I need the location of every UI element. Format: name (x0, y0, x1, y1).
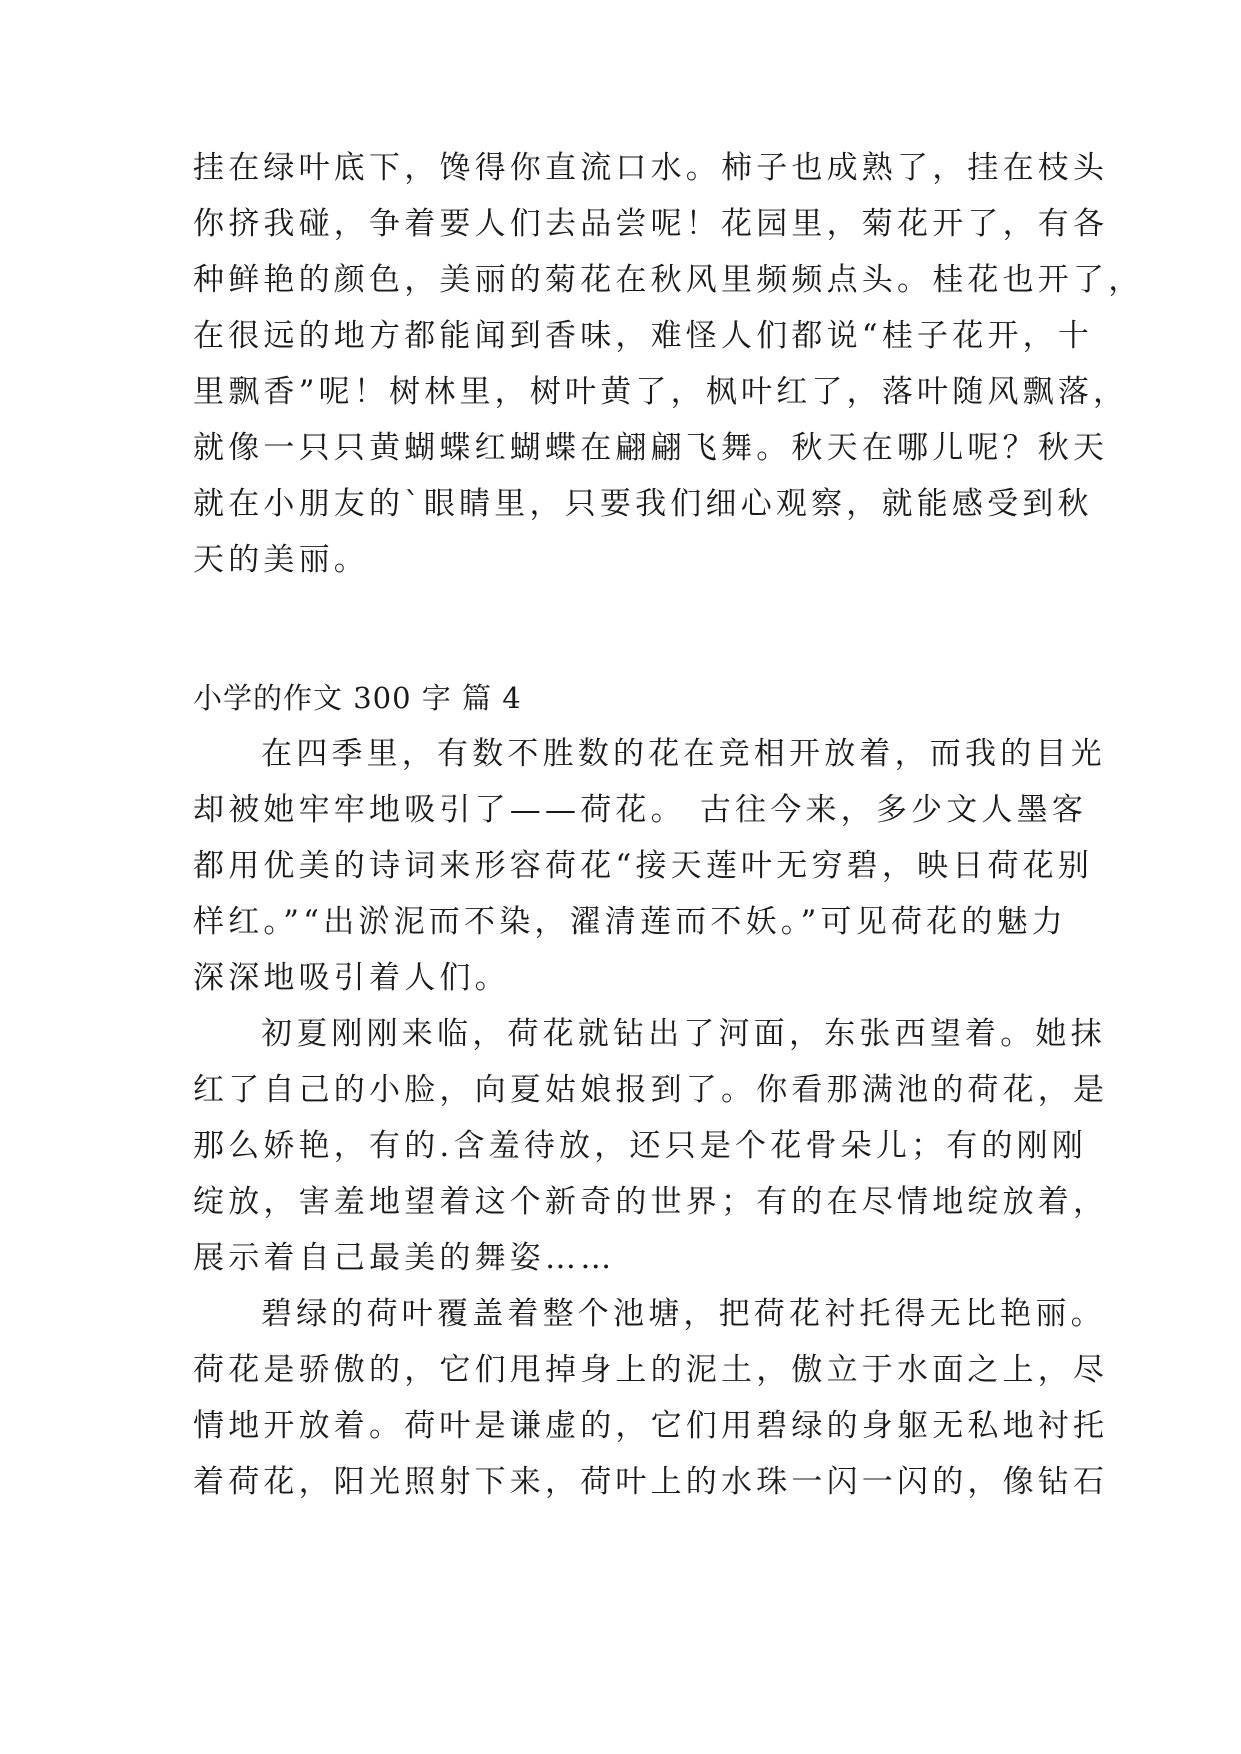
text-line: 深深地吸引着人们。 (193, 960, 510, 996)
text-line: 里飘香”呢！树林里，树叶黄了，枫叶红了，落叶随风飘落， (193, 374, 1129, 410)
text-line: 却被她牢牢地吸引了——荷花。 古往今来，多少文人墨客 (193, 792, 1088, 828)
text-line: 荷花是骄傲的，它们甩掉身上的泥土，傲立于水面之上，尽 (193, 1352, 1109, 1388)
text-line: 在很远的地方都能闻到香味，难怪人们都说“桂子花开，十 (193, 318, 1094, 354)
text-line: 就在小朋友的`眼睛里，只要我们细心观察，就能感受到秋 (193, 486, 1093, 522)
text-line: 都用优美的诗词来形容荷花“接天莲叶无穷碧，映日荷花别 (193, 848, 1094, 884)
text-line: 天的美丽。 (193, 542, 369, 578)
text-line: 样红。”“出淤泥而不染，濯清莲而不妖。”可见荷花的魅力 (193, 904, 1067, 940)
text-line: 红了自己的小脸，向夏姑娘报到了。你看那满池的荷花，是 (193, 1072, 1109, 1108)
text-line: 着荷花，阳光照射下来，荷叶上的水珠一闪一闪的，像钻石 (193, 1464, 1109, 1500)
text-line: 情地开放着。荷叶是谦虚的，它们用碧绿的身躯无私地衬托 (193, 1408, 1109, 1444)
text-line: 绽放，害羞地望着这个新奇的世界；有的在尽情地绽放着， (193, 1184, 1109, 1220)
section-spacer (193, 588, 1073, 670)
text-line: 在四季里，有数不胜数的花在竞相开放着，而我的目光 (261, 736, 1106, 772)
text-line: 挂在绿叶底下，馋得你直流口水。柿子也成熟了，挂在枝头 (193, 150, 1109, 186)
text-line: 展示着自己最美的舞姿…… (193, 1240, 616, 1276)
paragraph-2 (193, 1006, 1109, 1286)
paragraph-3 (193, 1286, 1109, 1510)
continued-paragraph (193, 140, 1144, 588)
text-line: 那么娇艳，有的.含羞待放，还只是个花骨朵儿；有的刚刚 (193, 1128, 1088, 1164)
text-line: 就像一只只黄蝴蝶红蝴蝶在翩翩飞舞。秋天在哪儿呢？秋天 (193, 430, 1109, 466)
document-body (193, 140, 1144, 1510)
text-line: 碧绿的荷叶覆盖着整个池塘，把荷花衬托得无比艳丽。 (261, 1296, 1106, 1332)
section-title: 小学的作文 300 字 篇 4 (193, 681, 522, 715)
text-line: 你挤我碰，争着要人们去品尝呢！花园里，菊花开了，有各 (193, 206, 1109, 242)
text-line: 初夏刚刚来临，荷花就钻出了河面，东张西望着。她抹 (261, 1016, 1106, 1052)
paragraph-1 (193, 726, 1106, 1006)
text-line: 种鲜艳的颜色，美丽的菊花在秋风里频频点头。桂花也开了， (193, 262, 1144, 298)
